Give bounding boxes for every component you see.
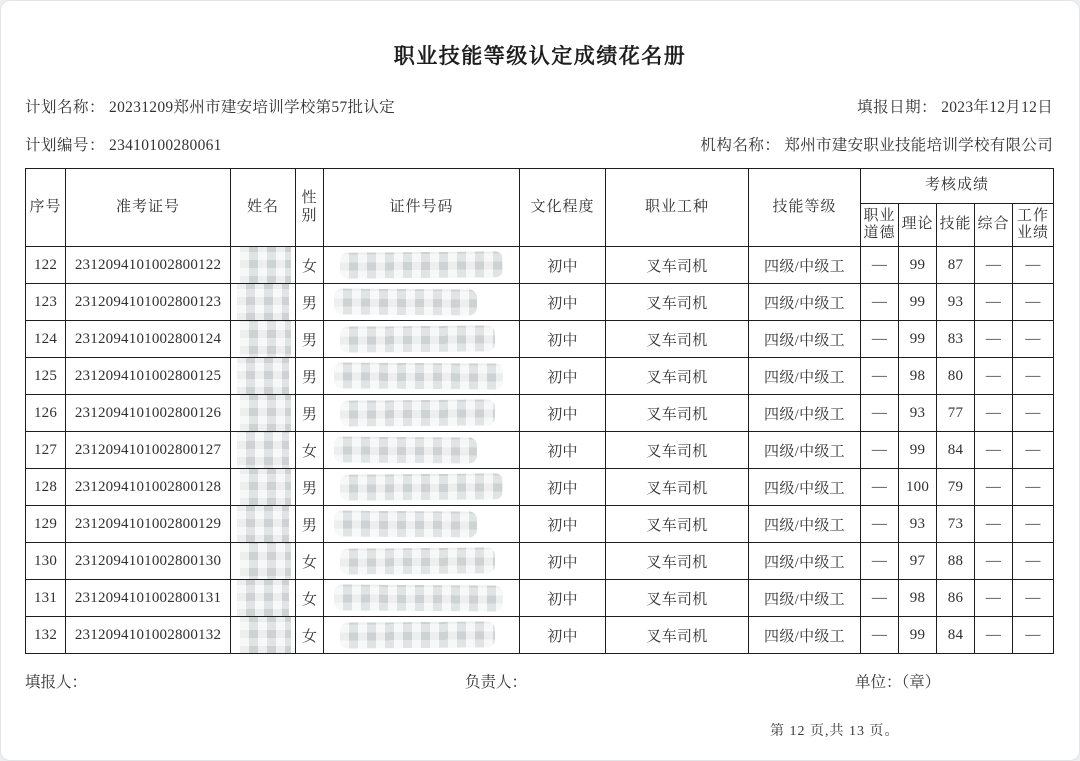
cell-occupation: 叉车司机 [606,469,749,506]
cell-skill-level: 四级/中级工 [749,432,861,469]
cell-gender: 女 [296,543,324,580]
cell-name [231,247,296,284]
table-row [26,284,1054,321]
cell-occupation: 叉车司机 [606,543,749,580]
cell-skill-level: 四级/中级工 [749,247,861,284]
cell-id-no [324,432,520,469]
name-redaction-blur [240,469,291,506]
cell-gender: 男 [296,284,324,321]
filler-label: 填报人： [25,674,88,691]
cell-score-ethics: — [861,432,899,469]
cell-id-no [324,506,520,543]
col-header-gender: 性别 [296,169,324,247]
cell-education: 初中 [520,284,606,321]
table-row [26,580,1054,617]
col-header-skill-level: 技能等级 [749,169,861,247]
cell-score-comprehensive: — [975,247,1013,284]
cell-education: 初中 [520,580,606,617]
cell-occupation: 叉车司机 [606,432,749,469]
id-redaction-blur [334,437,477,464]
cell-education: 初中 [520,617,606,654]
table-row [26,395,1054,432]
cell-skill-level: 四级/中级工 [749,284,861,321]
id-redaction-blur [340,547,495,574]
cell-score-work: — [1013,469,1054,506]
cell-score-ethics: — [861,247,899,284]
cell-score-theory: 98 [899,358,937,395]
cell-score-work: — [1013,580,1054,617]
table-row [26,432,1054,469]
cell-score-work: — [1013,395,1054,432]
name-redaction-blur [240,395,291,432]
col-header-name: 姓名 [231,169,296,247]
cell-exam-no: 2312094101002800132 [66,617,231,654]
cell-score-work: — [1013,321,1054,358]
cell-score-ethics: — [861,284,899,321]
cell-seq: 123 [26,284,66,321]
cell-occupation: 叉车司机 [606,395,749,432]
cell-score-skill: 93 [937,284,975,321]
cell-exam-no: 2312094101002800129 [66,506,231,543]
report-date-value: 2023年12月12日 [941,99,1053,116]
cell-skill-level: 四级/中级工 [749,543,861,580]
cell-seq: 126 [26,395,66,432]
cell-gender: 男 [296,395,324,432]
cell-id-no [324,617,520,654]
org-name [700,133,1053,155]
cell-education: 初中 [520,321,606,358]
cell-gender: 女 [296,247,324,284]
name-redaction-blur [237,432,289,469]
cell-id-no [324,580,520,617]
cell-occupation: 叉车司机 [606,247,749,284]
table-row [26,617,1054,654]
cell-gender: 男 [296,321,324,358]
cell-gender: 女 [296,432,324,469]
cell-skill-level: 四级/中级工 [749,506,861,543]
id-redaction-blur [340,473,503,500]
cell-name [231,506,296,543]
col-header-occupation: 职业工种 [606,169,749,247]
plan-name-value: 20231209郑州市建安培训学校第57批认定 [109,99,395,116]
cell-exam-no: 2312094101002800128 [66,469,231,506]
cell-name [231,543,296,580]
page-title: 职业技能等级认定成绩花名册 [393,45,687,68]
cell-score-theory: 100 [899,469,937,506]
cell-occupation: 叉车司机 [606,617,749,654]
cell-score-theory: 99 [899,284,937,321]
cell-score-skill: 83 [937,321,975,358]
cell-gender: 男 [296,506,324,543]
cell-name [231,469,296,506]
cell-exam-no: 2312094101002800123 [66,284,231,321]
cell-score-theory: 99 [899,432,937,469]
cell-score-ethics: — [861,580,899,617]
cell-name [231,358,296,395]
cell-score-comprehensive: — [975,395,1013,432]
cell-seq: 124 [26,321,66,358]
cell-score-skill: 73 [937,506,975,543]
cell-score-work: — [1013,506,1054,543]
cell-score-ethics: — [861,469,899,506]
cell-seq: 130 [26,543,66,580]
cell-gender: 女 [296,617,324,654]
table-row [26,543,1054,580]
unit-seal-label: 单位：（章） [855,674,941,691]
id-redaction-blur [334,584,503,611]
col-header-comprehensive: 综合 [975,204,1013,247]
name-redaction-blur [237,506,289,543]
col-header-skill: 技能 [937,204,975,247]
cell-score-comprehensive: — [975,284,1013,321]
cell-id-no [324,395,520,432]
manager-label: 负责人： [465,674,528,691]
cell-score-ethics: — [861,321,899,358]
org-name-label: 机构名称： [700,137,781,154]
cell-id-no [324,358,520,395]
cell-score-skill: 87 [937,247,975,284]
header-row-1 [26,169,1054,204]
cell-exam-no: 2312094101002800131 [66,580,231,617]
cell-name [231,432,296,469]
page-indicator: 第 12 页,共 13 页。 [770,724,900,739]
cell-exam-no: 2312094101002800127 [66,432,231,469]
org-name-value: 郑州市建安职业技能培训学校有限公司 [784,137,1053,154]
cell-name [231,617,296,654]
name-redaction-blur [237,284,289,321]
cell-gender: 女 [296,580,324,617]
cell-id-no [324,469,520,506]
cell-score-theory: 98 [899,580,937,617]
col-header-theory: 理论 [899,204,937,247]
table-row [26,469,1054,506]
cell-skill-level: 四级/中级工 [749,395,861,432]
cell-education: 初中 [520,395,606,432]
cell-education: 初中 [520,358,606,395]
cell-score-ethics: — [861,506,899,543]
col-header-education: 文化程度 [520,169,606,247]
table-row [26,321,1054,358]
cell-score-skill: 77 [937,395,975,432]
cell-score-ethics: — [861,617,899,654]
cell-score-comprehensive: — [975,543,1013,580]
cell-id-no [324,247,520,284]
cell-score-comprehensive: — [975,321,1013,358]
cell-name [231,321,296,358]
plan-number-label: 计划编号： [25,137,106,154]
id-redaction-blur [340,325,495,352]
cell-score-comprehensive: — [975,358,1013,395]
cell-score-work: — [1013,247,1054,284]
cell-score-skill: 79 [937,469,975,506]
cell-score-theory: 99 [899,617,937,654]
plan-name-label: 计划名称： [25,99,106,116]
name-redaction-blur [240,321,291,358]
cell-skill-level: 四级/中级工 [749,617,861,654]
cell-skill-level: 四级/中级工 [749,580,861,617]
cell-gender: 男 [296,358,324,395]
cell-score-comprehensive: — [975,617,1013,654]
col-header-scores-group: 考核成绩 [861,169,1054,204]
cell-gender: 男 [296,469,324,506]
cell-seq: 125 [26,358,66,395]
id-redaction-blur [340,251,503,278]
cell-score-ethics: — [861,543,899,580]
col-header-work: 工作业绩 [1013,204,1054,247]
cell-score-skill: 86 [937,580,975,617]
cell-exam-no: 2312094101002800125 [66,358,231,395]
plan-number-value: 23410100280061 [109,137,222,154]
cell-score-ethics: — [861,358,899,395]
cell-occupation: 叉车司机 [606,284,749,321]
cell-occupation: 叉车司机 [606,506,749,543]
cell-seq: 128 [26,469,66,506]
col-header-exam-no: 准考证号 [66,169,231,247]
cell-score-theory: 99 [899,247,937,284]
id-redaction-blur [334,289,477,316]
col-header-seq: 序号 [26,169,66,247]
cell-score-theory: 93 [899,395,937,432]
table-row [26,506,1054,543]
cell-id-no [324,284,520,321]
cell-occupation: 叉车司机 [606,580,749,617]
cell-exam-no: 2312094101002800124 [66,321,231,358]
cell-seq: 129 [26,506,66,543]
id-redaction-blur [334,511,477,538]
cell-exam-no: 2312094101002800130 [66,543,231,580]
table-row [26,247,1054,284]
cell-score-theory: 99 [899,321,937,358]
cell-name [231,395,296,432]
name-redaction-blur [240,617,291,654]
cell-education: 初中 [520,506,606,543]
cell-score-comprehensive: — [975,580,1013,617]
cell-name [231,284,296,321]
score-table-body [26,247,1054,654]
cell-education: 初中 [520,247,606,284]
meta-row-2 [0,133,1080,155]
col-header-id-no: 证件号码 [324,169,520,247]
cell-score-comprehensive: — [975,506,1013,543]
report-date-label: 填报日期： [857,99,938,116]
cell-id-no [324,321,520,358]
name-redaction-blur [240,543,291,580]
cell-seq: 127 [26,432,66,469]
cell-skill-level: 四级/中级工 [749,358,861,395]
cell-occupation: 叉车司机 [606,358,749,395]
cell-seq: 122 [26,247,66,284]
cell-skill-level: 四级/中级工 [749,321,861,358]
cell-score-ethics: — [861,395,899,432]
cell-score-theory: 97 [899,543,937,580]
cell-education: 初中 [520,543,606,580]
cell-seq: 131 [26,580,66,617]
cell-score-work: — [1013,358,1054,395]
cell-score-work: — [1013,617,1054,654]
name-redaction-blur [237,580,289,617]
cell-score-work: — [1013,543,1054,580]
plan-number [25,133,222,155]
name-redaction-blur [237,358,289,395]
cell-education: 初中 [520,432,606,469]
score-roster-table [25,168,1054,654]
cell-score-comprehensive: — [975,469,1013,506]
meta-row-1 [0,95,1080,117]
id-redaction-blur [334,362,503,389]
cell-score-theory: 93 [899,506,937,543]
cell-id-no [324,543,520,580]
cell-score-skill: 88 [937,543,975,580]
id-redaction-blur [340,621,495,648]
report-date [857,95,1053,117]
cell-skill-level: 四级/中级工 [749,469,861,506]
cell-exam-no: 2312094101002800126 [66,395,231,432]
cell-seq: 132 [26,617,66,654]
cell-score-skill: 84 [937,432,975,469]
plan-name [25,95,395,117]
name-redaction-blur [240,247,291,284]
cell-education: 初中 [520,469,606,506]
cell-score-skill: 80 [937,358,975,395]
col-header-ethics: 职业道德 [861,204,899,247]
cell-occupation: 叉车司机 [606,321,749,358]
table-row [26,358,1054,395]
cell-name [231,580,296,617]
cell-score-work: — [1013,432,1054,469]
cell-score-work: — [1013,284,1054,321]
cell-score-comprehensive: — [975,432,1013,469]
cell-score-skill: 84 [937,617,975,654]
cell-exam-no: 2312094101002800122 [66,247,231,284]
id-redaction-blur [340,399,495,426]
